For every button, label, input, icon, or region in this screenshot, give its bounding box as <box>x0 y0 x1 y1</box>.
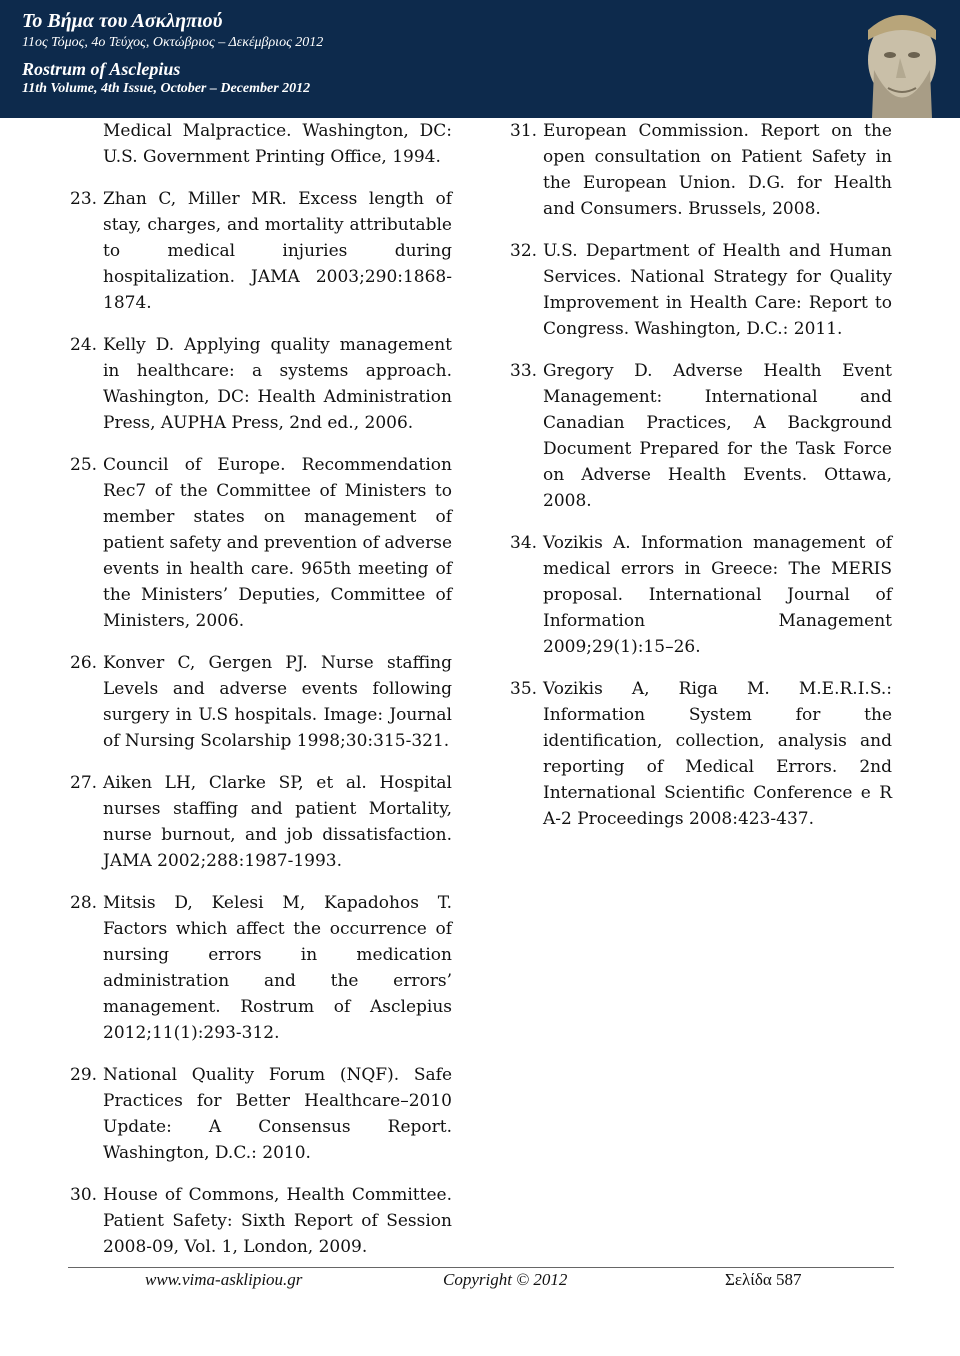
reference-text: House of Commons, Health Committee. Patient Safety: Sixth Report of Session 2008-09, Vol. 1, London, 2009. <box>103 1185 452 1257</box>
reference-text: Aiken LH, Clarke SP, et al. Hospital nurses staffing and patient Mortality, nurse burnout, and job dissatisfaction. JAMA 2002;288:1987-1993. <box>103 773 452 871</box>
reference-item <box>70 186 452 316</box>
reference-number: 35. <box>510 679 538 699</box>
journal-header <box>0 0 960 118</box>
reference-item <box>70 890 452 1046</box>
reference-item <box>70 1062 452 1166</box>
reference-text: Kelly D. Applying quality management in healthcare: a systems approach. Washington, DC: Health Administration Press, AUPHA Press, 2nd ed., 2006. <box>103 335 452 433</box>
reference-item <box>70 452 452 634</box>
reference-item <box>70 1182 452 1260</box>
page-footer <box>0 1270 960 1292</box>
reference-item <box>510 118 892 222</box>
reference-number: 28. <box>70 893 98 913</box>
issue-info-greek: 11ος Τόμος, 4ο Τεύχος, Οκτώβριος – Δεκέμβριος 2012 <box>22 35 324 50</box>
header-text <box>22 8 323 98</box>
asclepius-bust-logo <box>840 0 960 118</box>
page-number: Σελίδα 587 <box>725 1270 802 1289</box>
reference-text: Mitsis D, Kelesi M, Kapadohos T. Factors which affect the occurrence of nursing errors in medication administration and the errors’ management. Rostrum of Asclepius 2012;11(1):293-312. <box>103 893 452 1043</box>
reference-text: Konver C, Gergen PJ. Nurse staffing Levels and adverse events following surgery in U.S hospitals. Image: Journal of Nursing Scolarship 1998;30:315-321. <box>103 653 452 751</box>
reference-text: Zhan C, Miller MR. Excess length of stay, charges, and mortality attributable to medical injuries during hospitalization. JAMA 2003;290:1868-1874. <box>103 189 452 313</box>
journal-title-greek: Το Βήμα του Ασκληπιού <box>22 10 223 32</box>
reference-item <box>510 358 892 514</box>
reference-continuation <box>70 118 452 170</box>
reference-item <box>70 650 452 754</box>
reference-number: 29. <box>70 1065 98 1085</box>
references-left-column <box>70 118 452 1260</box>
references-right-column <box>510 118 892 832</box>
website-link[interactable]: www.vima-asklipiou.gr <box>145 1270 303 1289</box>
reference-number: 32. <box>510 241 538 261</box>
reference-number: 33. <box>510 361 538 381</box>
journal-title-english: Rostrum of Asclepius <box>22 59 181 79</box>
reference-number: 25. <box>70 455 98 475</box>
reference-item <box>510 238 892 342</box>
reference-item <box>70 332 452 436</box>
reference-number: 31. <box>510 121 538 141</box>
reference-number: 24. <box>70 335 98 355</box>
reference-number: 23. <box>70 189 98 209</box>
reference-item <box>510 530 892 660</box>
reference-text: U.S. Department of Health and Human Services. National Strategy for Quality Improvement in Health Care: Report to Congress. Washington, D.C.: 2011. <box>543 241 892 339</box>
reference-number: 34. <box>510 533 538 553</box>
reference-text: Vozikis A, Riga M. M.E.R.I.S.: Information System for the identification, collection, analysis and reporting of Medical Errors. 2nd International Scientific Conference e R A-2 Proceedings 2008:423-437. <box>543 679 892 829</box>
reference-text: Vozikis A. Information management of medical errors in Greece: The MERIS proposal. International Journal of Information Management 2009;29(1):15–26. <box>543 533 892 657</box>
reference-text: European Commission. Report on the open consultation on Patient Safety in the European Union. D.G. for Health and Consumers. Brussels, 2008. <box>543 121 892 219</box>
reference-text: Gregory D. Adverse Health Event Management: International and Canadian Practices, A Background Document Prepared for the Task Force on Adverse Health Events. Ottawa, 2008. <box>543 361 892 511</box>
reference-item <box>510 676 892 832</box>
reference-text: Medical Malpractice. Washington, DC: U.S. Government Printing Office, 1994. <box>103 121 452 167</box>
reference-number: 27. <box>70 773 98 793</box>
reference-number: 26. <box>70 653 98 673</box>
reference-item <box>70 770 452 874</box>
reference-text: National Quality Forum (NQF). Safe Practices for Better Healthcare–2010 Update: A Consensus Report. Washington, D.C.: 2010. <box>103 1065 452 1163</box>
footer-divider <box>68 1267 894 1268</box>
reference-number: 30. <box>70 1185 98 1205</box>
issue-info-english: 11th Volume, 4th Issue, October – December 2012 <box>22 81 311 96</box>
copyright-notice: Copyright © 2012 <box>443 1270 568 1289</box>
reference-text: Council of Europe. Recommendation Rec7 of the Committee of Ministers to member states on management of patient safety and prevention of adverse events in health care. 965th meeting of the Ministers’ Deputies, Committee of Ministers, 2006. <box>103 455 453 631</box>
